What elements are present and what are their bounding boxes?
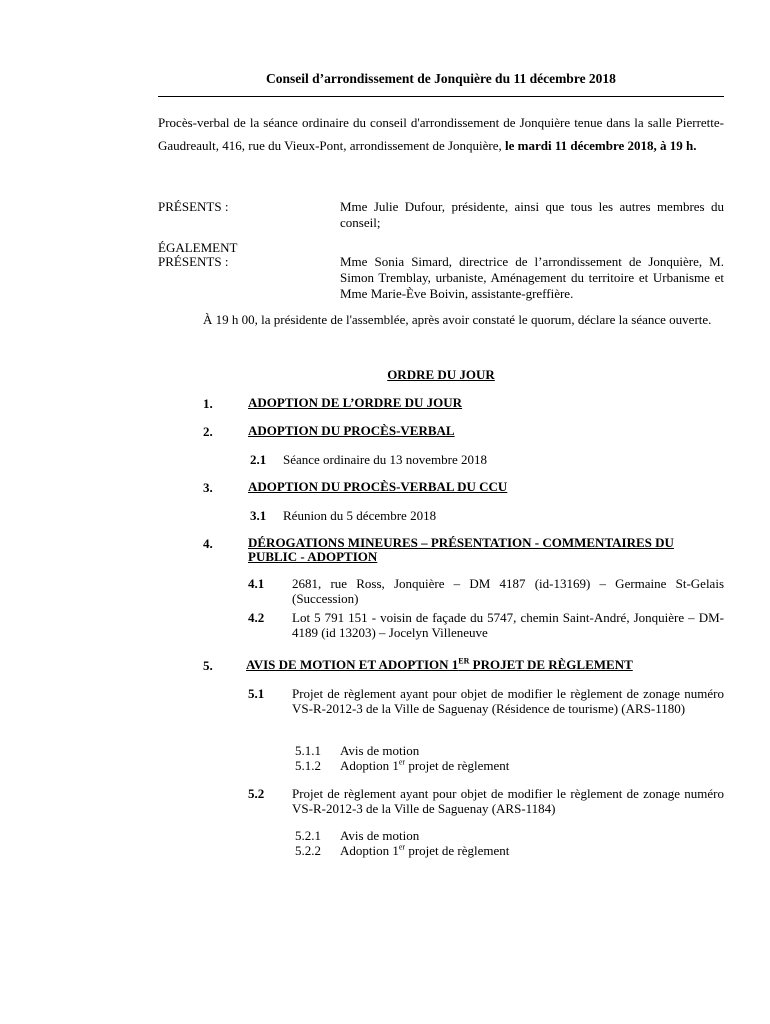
- item-1-number: 1.: [203, 396, 213, 411]
- presents-label: PRÉSENTS :: [158, 199, 229, 214]
- item-1-title: ADOPTION DE L’ORDRE DU JOUR: [248, 395, 463, 410]
- intro-date: le mardi 11 décembre 2018, à 19 h.: [505, 138, 697, 153]
- item-5-1-2-text-post: projet de règlement: [405, 758, 510, 773]
- page-title: Conseil d’arrondissement de Jonquière du 11 décembre 2018: [266, 71, 616, 86]
- egalement-value: Mme Sonia Simard, directrice de l’arrondissement de Jonquière, M. Simon Tremblay, urbaniste, Aménagement du territoire et Urbanisme et Mme Marie-Ève Boivin, assistante-greffière.: [340, 254, 724, 301]
- item-2-number: 2.: [203, 424, 213, 439]
- title-divider: [158, 96, 724, 97]
- item-5-2-2-number: 5.2.2: [295, 843, 321, 858]
- item-3-1-text: Réunion du 5 décembre 2018: [283, 508, 437, 523]
- intro-paragraph: [158, 111, 724, 157]
- item-4-1-text: 2681, rue Ross, Jonquière – DM 4187 (id-13169) – Germaine St-Gelais (Succession): [292, 576, 724, 606]
- item-5-2-2-sup: er: [398, 842, 406, 852]
- item-4-1-number: 4.1: [248, 576, 265, 591]
- item-3-title: ADOPTION DU PROCÈS-VERBAL DU CCU: [248, 479, 508, 494]
- item-3-number: 3.: [203, 480, 213, 495]
- item-3-1-number: 3.1: [250, 508, 267, 523]
- presents-value: Mme Julie Dufour, présidente, ainsi que tous les autres membres du conseil;: [340, 199, 724, 230]
- item-5-1-2-number: 5.1.2: [295, 758, 321, 773]
- opening-paragraph: À 19 h 00, la présidente de l'assemblée, après avoir constaté le quorum, déclare la séance ouverte.: [203, 312, 712, 327]
- item-5-2-2-text-pre: Adoption 1: [340, 843, 399, 858]
- item-2-1-number: 2.1: [250, 452, 267, 467]
- item-5-2-1-text: Avis de motion: [340, 828, 420, 843]
- item-4-2-text: Lot 5 791 151 - voisin de façade du 5747, chemin Saint-André, Jonquière – DM-4189 (id 13203) – Jocelyn Villeneuve: [292, 610, 724, 640]
- item-5-1-1-text: Avis de motion: [340, 743, 420, 758]
- item-2-1-text: Séance ordinaire du 13 novembre 2018: [283, 452, 487, 467]
- item-4-2-number: 4.2: [248, 610, 265, 625]
- item-5-title-pre: AVIS DE MOTION ET ADOPTION 1: [246, 657, 459, 672]
- item-5-2-2-text: [340, 843, 509, 859]
- item-5-1-1-number: 5.1.1: [295, 743, 321, 758]
- item-5-1-2-sup: er: [398, 757, 406, 767]
- item-5-title: [246, 658, 726, 672]
- egalement-label-line2: PRÉSENTS :: [158, 254, 229, 269]
- item-5-number: 5.: [203, 658, 213, 673]
- item-5-title-post: PROJET DE RÈGLEMENT: [469, 657, 633, 672]
- item-2-title: ADOPTION DU PROCÈS-VERBAL: [248, 423, 455, 438]
- item-5-2-text: Projet de règlement ayant pour objet de modifier le règlement de zonage numéro VS-R-2012-3 de la Ville de Saguenay (ARS-1184): [292, 786, 724, 816]
- ordre-du-jour-heading: ORDRE DU JOUR: [387, 367, 495, 382]
- item-5-1-number: 5.1: [248, 686, 265, 701]
- item-5-title-sup: ER: [458, 656, 470, 666]
- item-4-title: DÉROGATIONS MINEURES – PRÉSENTATION - COMMENTAIRES DU PUBLIC - ADOPTION: [248, 535, 674, 564]
- item-4-number: 4.: [203, 536, 213, 551]
- item-5-2-1-number: 5.2.1: [295, 828, 321, 843]
- egalement-label-line1: ÉGALEMENT: [158, 240, 238, 255]
- item-5-2-number: 5.2: [248, 786, 265, 801]
- intro-text: Procès-verbal de la séance ordinaire du conseil d'arrondissement de Jonquière tenue dans la salle Pierrette-Gaudreault, 416, rue du Vieux-Pont, arrondissement de Jonquière,: [158, 115, 724, 153]
- item-5-1-2-text: [340, 758, 509, 774]
- item-5-1-text: Projet de règlement ayant pour objet de modifier le règlement de zonage numéro VS-R-2012-3 de la Ville de Saguenay (Résidence de tourisme) (ARS-1180): [292, 686, 724, 716]
- item-5-2-2-text-post: projet de règlement: [405, 843, 510, 858]
- item-5-1-2-text-pre: Adoption 1: [340, 758, 399, 773]
